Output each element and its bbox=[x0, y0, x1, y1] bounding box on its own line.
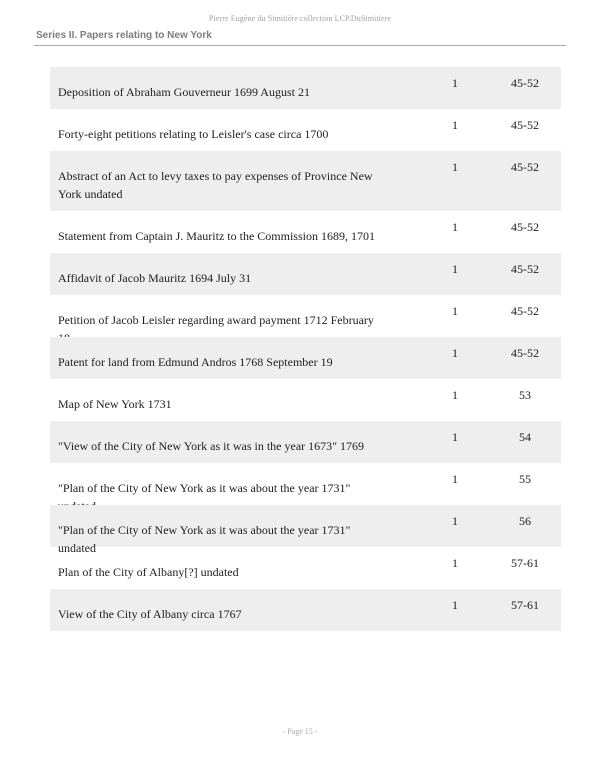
folder-number: 45-52 bbox=[511, 220, 539, 234]
box-number: 1 bbox=[452, 220, 458, 234]
table-row bbox=[50, 337, 561, 379]
folder-number: 53 bbox=[519, 388, 531, 402]
table-row bbox=[50, 211, 561, 253]
table-row bbox=[50, 151, 561, 211]
table-row bbox=[50, 109, 561, 151]
folder-number: 55 bbox=[519, 472, 531, 486]
folder-number: 45-52 bbox=[511, 118, 539, 132]
folder-number: 56 bbox=[519, 514, 531, 528]
table-row bbox=[50, 379, 561, 421]
item-title: "Plan of the City of New York as it was about the year 1731" undated bbox=[58, 523, 351, 555]
box-number: 1 bbox=[452, 304, 458, 318]
table-row bbox=[50, 421, 561, 463]
running-head: Pierre Eugène du Simitière collection LCP.DuSimitiere bbox=[208, 14, 392, 23]
folder-number: 45-52 bbox=[511, 304, 539, 318]
folder-number: 45-52 bbox=[511, 160, 539, 174]
box-number: 1 bbox=[452, 472, 458, 486]
table-row bbox=[50, 463, 561, 505]
item-title: Plan of the City of Albany[?] undated bbox=[58, 565, 239, 579]
box-number: 1 bbox=[452, 388, 458, 402]
box-number: 1 bbox=[452, 430, 458, 444]
item-title: Map of New York 1731 bbox=[58, 397, 172, 411]
table-row bbox=[50, 253, 561, 295]
table-row bbox=[50, 505, 561, 555]
box-number: 1 bbox=[452, 262, 458, 276]
page-number: - Page 15 - bbox=[282, 727, 318, 736]
box-number: 1 bbox=[452, 118, 458, 132]
item-title: Abstract of an Act to levy taxes to pay expenses of Province New York undated bbox=[58, 169, 373, 201]
item-title: Patent for land from Edmund Andros 1768 September 19 bbox=[58, 355, 333, 369]
box-number: 1 bbox=[452, 598, 458, 612]
item-title: "View of the City of New York as it was in the year 1673" 1769 bbox=[58, 439, 365, 453]
item-title: View of the City of Albany circa 1767 bbox=[58, 607, 242, 621]
item-title: Forty-eight petitions relating to Leisler's case circa 1700 bbox=[58, 127, 329, 141]
box-number: 1 bbox=[452, 514, 458, 528]
folder-number: 57-61 bbox=[511, 556, 539, 570]
table-row bbox=[50, 67, 561, 109]
series-divider bbox=[34, 45, 566, 46]
table-row bbox=[50, 295, 561, 337]
table-row bbox=[50, 589, 561, 631]
container-list-table bbox=[50, 67, 561, 631]
folder-number: 45-52 bbox=[511, 262, 539, 276]
box-number: 1 bbox=[452, 160, 458, 174]
folder-number: 45-52 bbox=[511, 346, 539, 360]
folder-number: 45-52 bbox=[511, 76, 539, 90]
item-title: Deposition of Abraham Gouverneur 1699 August 21 bbox=[58, 85, 310, 99]
series-title: Series II. Papers relating to New York bbox=[36, 30, 212, 41]
item-title: Petition of Jacob Leisler regarding award payment 1712 February bbox=[58, 313, 374, 327]
folder-number: 54 bbox=[519, 430, 531, 444]
item-title: "Plan of the City of New York as it was about the year 1731" bbox=[58, 481, 351, 495]
box-number: 1 bbox=[452, 346, 458, 360]
folder-number: 57-61 bbox=[511, 598, 539, 612]
table-row bbox=[50, 547, 561, 589]
box-number: 1 bbox=[452, 76, 458, 90]
box-number: 1 bbox=[452, 556, 458, 570]
item-title: Affidavit of Jacob Mauritz 1694 July 31 bbox=[58, 271, 252, 285]
item-title: Statement from Captain J. Mauritz to the Commission 1689, 1701 bbox=[58, 229, 375, 243]
